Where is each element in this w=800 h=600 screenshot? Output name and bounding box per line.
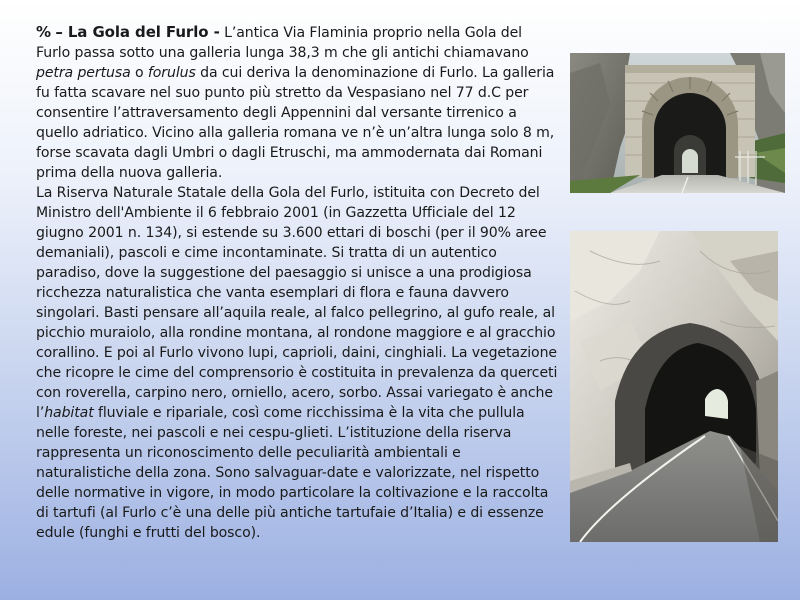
paragraph-text: da cui deriva la denominazione di Furlo. La galleria fu fatta scavare nel suo punto più stretto da Vespasiano nel 77 d.C per consentire l’attraversamento degli Appennini dal versante tirrenico a quello adriatico. Vicino alla galleria romana ve n’è un’altra lunga solo 8 m, forse scavata dagli Umbri o dagli Etruschi, ma ammodernata dai Romani prima della nuova galleria. bbox=[36, 65, 555, 181]
italic-term: habitat bbox=[44, 405, 94, 421]
paragraph-text: fluviale e ripariale, così come ricchissima è la vita che pullula nelle foreste, nei pascoli e nei cespu-glieti. L’istituzione della riserva rappresenta un riconoscimento delle peculiarità ambientali e naturalistiche della zona. Sono salvaguar-date e valorizzate, nel rispetto delle normative in vigore, in modo particolare la coltivazione e la raccolta di tartufi (al Furlo c’è una delle più antiche tartufaie d’Italia) e di essenze edule (funghi e frutti del bosco). bbox=[36, 405, 549, 541]
paragraph-title: – La Gola del Furlo - bbox=[55, 23, 220, 41]
tunnel-portal-image bbox=[570, 53, 785, 193]
text-block bbox=[36, 22, 560, 543]
italic-term: petra pertusa bbox=[36, 65, 131, 81]
paragraph-text: L’antica Via Flaminia proprio nella Gola del Furlo passa sotto una galleria lunga 38,3 m che gli antichi chiamavano bbox=[36, 25, 529, 61]
tunnel-portal-photo bbox=[570, 53, 785, 193]
paragraph-riserva bbox=[36, 183, 560, 543]
paragraph-text: o bbox=[130, 65, 148, 81]
bullet-symbol: % bbox=[36, 23, 51, 41]
italic-term: forulus bbox=[147, 65, 196, 81]
paragraph-text: La Riserva Naturale Statale della Gola del Furlo, istituita con Decreto del Ministro dell'Ambiente il 6 febbraio 2001 (in Gazzetta Ufficiale del 12 giugno 2001 n. 134), si estende su 3.600 ettari di boschi (per il 90% aree demaniali), pascoli e cime incontaminate. Si tratta di un autentico paradiso, dove la suggestione del paesaggio si unisce a una prodigiosa ricchezza naturalistica che vanta esemplari di flora e fauna davvero singolari. Basti pensare all’aquila reale, al falco pellegrino, al gufo reale, al picchio muraiolo, alla rondine montana, al rondone maggiore e al gracchio corallino. E poi al Furlo vivono lupi, caprioli, daini, cinghiali. La vegetazione che ricopre le cime del comprensorio è costituita in prevalenza da querceti con roverella, carpino nero, orniello, acero, sorbo. Assai variegato è anche l’ bbox=[36, 185, 558, 421]
rock-tunnel-road-photo bbox=[570, 231, 778, 542]
rock-tunnel-road-image bbox=[570, 231, 778, 542]
paragraph-gola-del-furlo bbox=[36, 22, 560, 183]
